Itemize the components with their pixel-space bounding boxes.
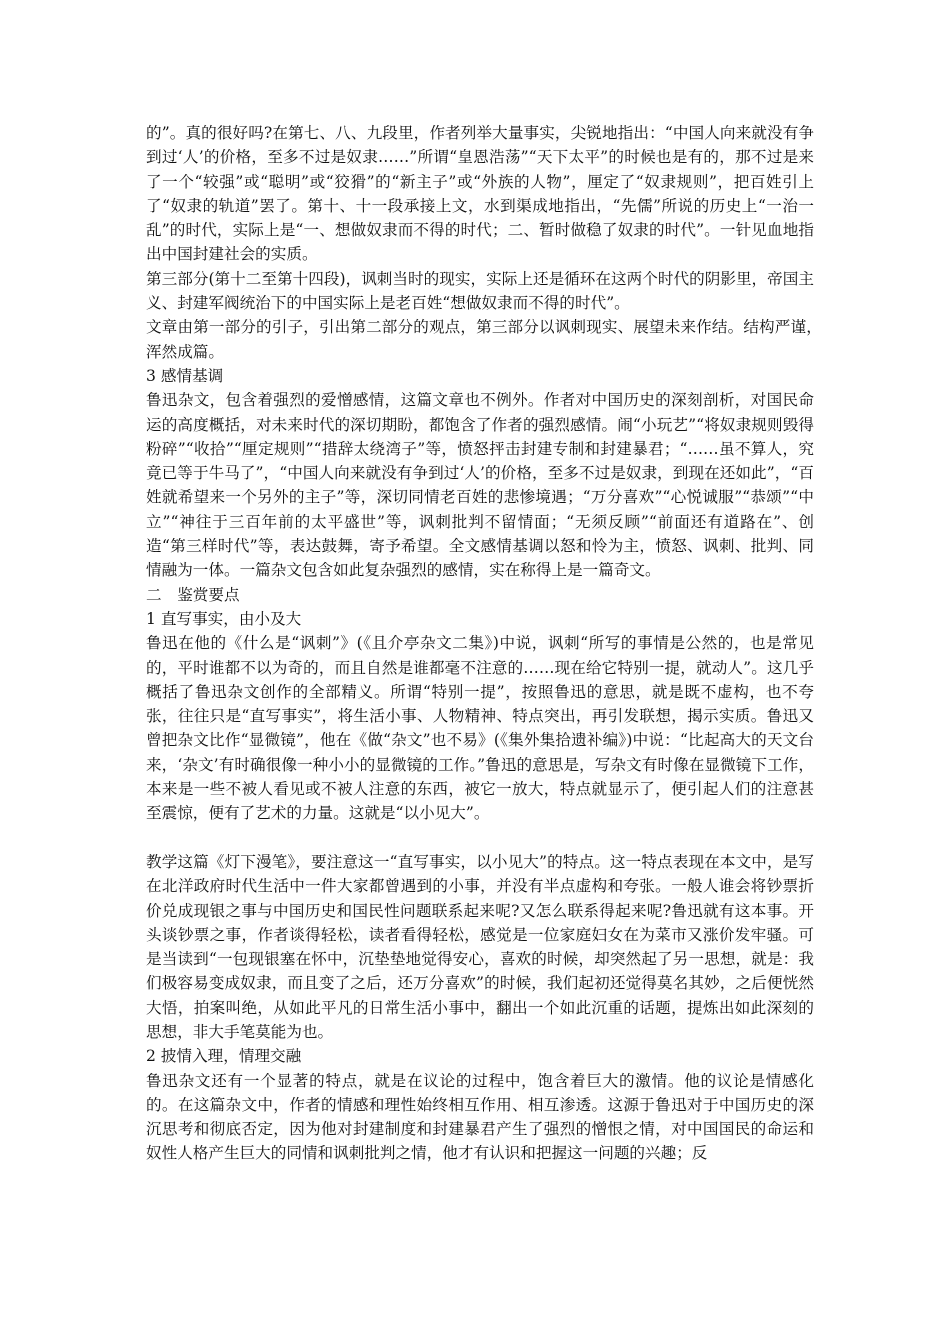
heading-direct-facts: 1 直写事实，由小及大	[146, 609, 302, 628]
heading-emotional-tone: 3 感情基调	[146, 366, 224, 385]
paragraph-teaching-note: 教学这篇《灯下漫笔》，要注意这一“直写事实，以小见大”的特点。这一特点表现在本文中，是写在北洋政府时代生活中一件大家都曾遇到的小事，并没有半点虚构和夸张。一般人谁会将钞票折价兑成现银之事与中国历史和国民性问题联系起来呢?又怎么联系得起来呢?鲁迅就有这本事。开头谈钞票之事，作者谈得轻松，读者看得轻松，感觉是一位家庭妇女在为菜市又涨价发牢骚。可是当读到“一包现银塞在怀中，沉垫垫地觉得安心，喜欢的时候，却突然起了另一思想，就是：我们极容易变成奴隶，而且变了之后，还万分喜欢”的时候，我们起初还觉得莫名其妙，之后便恍然大悟，拍案叫绝，从如此平凡的日常生活小事中，翻出一个如此沉重的话题，提炼出如此深刻的思想，非大手笔莫能为也。	[146, 852, 814, 1041]
paragraph-part-three: 第三部分(第十二至第十四段)，讽刺当时的现实，实际上还是循环在这两个时代的阴影里，帝国主义、封建军阀统治下的中国实际上是老百姓“想做奴隶而不得的时代”。	[146, 269, 814, 313]
paragraph-structure-summary: 文章由第一部分的引子，引出第二部分的观点，第三部分以讽刺现实、展望未来作结。结构严谨， 浑然成篇。	[146, 318, 830, 361]
paragraph-satire-definition: 鲁迅在他的《什么是“讽刺”》(《且介亭杂文二集》)中说，讽刺“所写的事情是公然的，也是常见的，平时谁都不以为奇的，而且自然是谁都毫不注意的……现在给它特别一提，就动人”。这几乎概括了鲁迅杂文创作的全部精义。所谓“特别一提”，按照鲁迅的意思，就是既不虚构，也不夸张，往往只是“直写事实”，将生活小事、人物精神、特点突出，再引发联想，揭示实质。鲁迅又曾把杂文比作“显微镜”，他在《做“杂文”也不易》(《集外集拾遗补编》)中说：“比起高大的天文台来，‘杂文’有时确很像一种小小的显微镜的工作。”鲁迅的意思是，写杂文有时像在显微镜下工作，本来是一些不被人看见或不被人注意的东西，被它一放大，特点就显示了，便引起人们的注意甚至震惊，便有了艺术的力量。这就是“以小见大”。	[146, 634, 814, 823]
paragraph-emotional-tone: 鲁迅杂文，包含着强烈的爱憎感情，这篇文章也不例外。作者对中国历史的深刻剖析，对国民命运的高度概括，对未来时代的深切期盼，都饱含了作者的强烈感情。闹“小玩艺”“将奴隶规则毁得粉碎”“收拾”“厘定规则”“措辞太绕湾子”等，愤怒抨击封建专制和封建暴君；“……虽不算人，究竟已等于牛马了”，“中国人向来就没有争到过‘人’的价格，至多不过是奴隶，到现在还如此”，“百姓就希望来一个另外的主子”等，深切同情老百姓的悲惨境遇；“万分喜欢”“心悦诚服”“恭颂”“中立”“神往于三百年前的太平盛世”等，讽刺批判不留情面；“无须反顾”“前面还有道路在”、创造“第三样时代”等，表达鼓舞，寄予希望。全文感情基调以怒和怜为主，愤怒、讽刺、批判、同情融为一体。一篇杂文包含如此复杂强烈的感情，实在称得上是一篇奇文。	[146, 391, 814, 580]
heading-emotion-and-reason: 2 披情入理，情理交融	[146, 1047, 302, 1066]
paragraph-emotion-and-reason: 鲁迅杂文还有一个显著的特点，就是在议论的过程中，饱含着巨大的激情。他的议论是情感化的。在这篇杂文中，作者的情感和理性始终相互作用、相互渗透。这源于鲁迅对于中国历史的深沉思考和彻底否定，因为他对封建制度和封建暴君产生了强烈的憎恨之情，对中国国民的命运和奴性人格产生巨大的同情和讽刺批判之情，他才有认识和把握这一问题的兴趣；反	[146, 1071, 814, 1163]
paragraph-part-two-analysis: 的”。真的很好吗?在第七、八、九段里，作者列举大量事实，尖锐地指出：“中国人向来就没有争到过‘人’的价格，至多不过是奴隶……”所谓“皇恩浩荡”“天下太平”的时候也是有的，那不过是来了一个“较强”或“聪明”或“狡猾”的“新主子”或“外族的人物”，厘定了“奴隶规则”，把百姓引上了“奴隶的轨道”罢了。第十、十一段承接上文，水到渠成地指出，“先儒”所说的历史上“一治一乱”的时代，实际上是“一、想做奴隶而不得的时代；二、暂时做稳了奴隶的时代”。一针见血地指出中国封建社会的实质。	[146, 124, 814, 264]
blank-line	[146, 826, 814, 850]
document-page	[146, 121, 830, 1166]
heading-appreciation-points: 二 鉴赏要点	[146, 585, 240, 604]
